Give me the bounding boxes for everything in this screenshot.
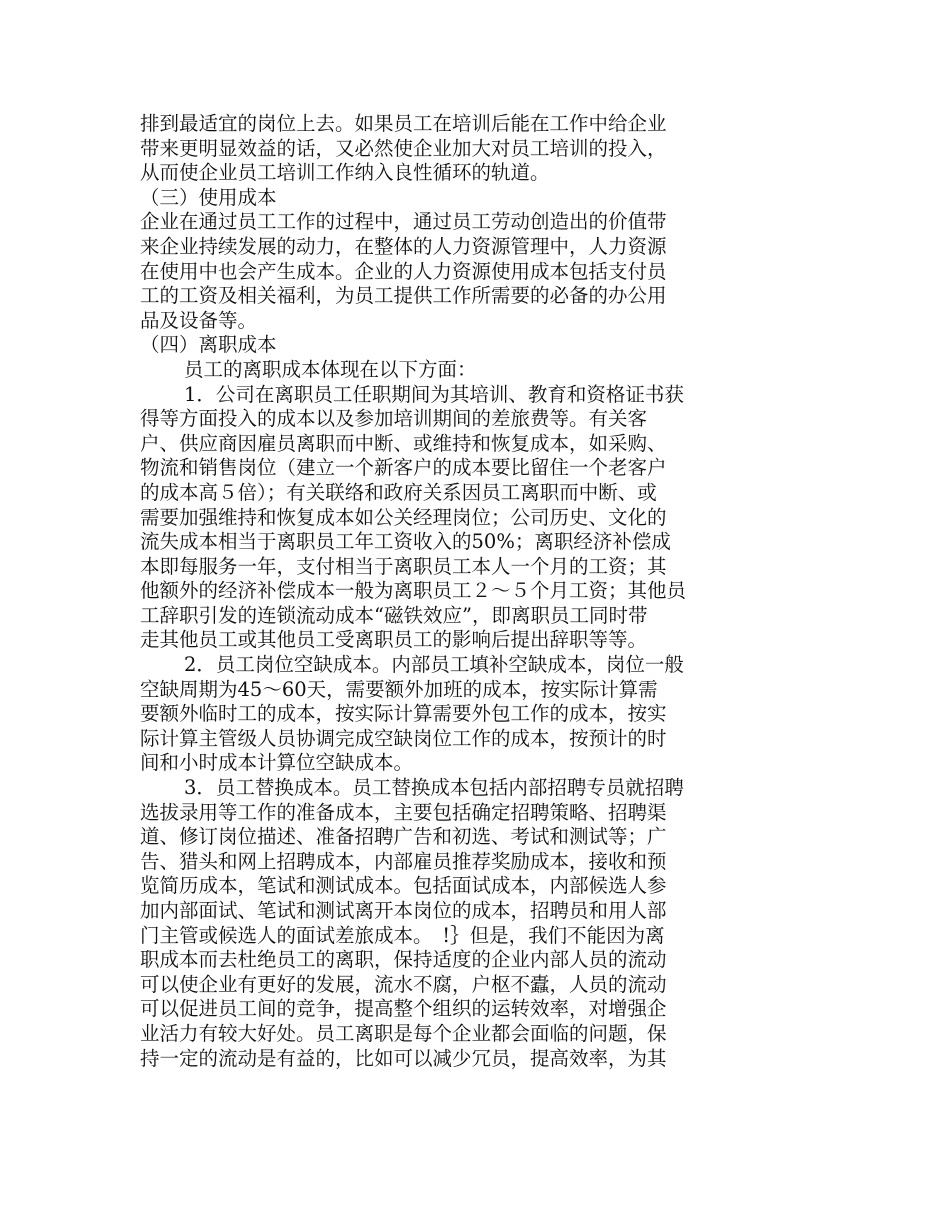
text-line: 际计算主管级人员协调完成空缺岗位工作的成本，按预计的时 xyxy=(140,726,667,750)
text-line: 走其他员工或其他员工受离职员工的影响后提出辞职等等。 xyxy=(140,628,648,652)
text-line: 空缺周期为45～60天，需要额外加班的成本，按实际计算需 xyxy=(140,677,658,701)
text-line: 他额外的经济补偿成本一般为离职员工２～５个月工资；其他员 xyxy=(140,579,687,603)
text-line: 间和小时成本计算位空缺成本。 xyxy=(140,751,414,775)
text-line: 可以使企业有更好的发展，流水不腐，户枢不蠹，人员的流动 xyxy=(140,972,667,996)
text-line: 员工的离职成本体现在以下方面： xyxy=(184,357,477,381)
text-line: 道、修订岗位描述、准备招聘广告和初选、考试和测试等；广 xyxy=(140,825,667,849)
text-line: 户、供应商因雇员离职而中断、或维持和恢复成本，如采购、 xyxy=(140,431,667,455)
text-line: 告、猎头和网上招聘成本，内部雇员推荐奖励成本，接收和预 xyxy=(140,849,667,873)
text-line: 来企业持续发展的动力，在整体的人力资源管理中，人力资源 xyxy=(140,234,667,258)
text-line: 带来更明显效益的话，又必然使企业加大对员工培训的投入， xyxy=(140,136,667,160)
text-line: 2．员工岗位空缺成本。内部员工填补空缺成本，岗位一般 xyxy=(184,653,684,677)
document-body xyxy=(140,112,750,1071)
text-line: （三）使用成本 xyxy=(140,185,277,209)
text-line: 工辞职引发的连锁流动成本“磁铁效应”，即离职员工同时带 xyxy=(140,603,648,627)
text-line: 要额外临时工的成本，按实际计算需要外包工作的成本，按实 xyxy=(140,702,667,726)
text-line: 排到最适宜的岗位上去。如果员工在培训后能在工作中给企业 xyxy=(140,112,667,135)
text-line: 3．员工替换成本。员工替换成本包括内部招聘专员就招聘 xyxy=(184,776,684,800)
text-line: 选拔录用等工作的准备成本，主要包括确定招聘策略、招聘渠 xyxy=(140,800,667,824)
text-line: 业活力有较大好处。员工离职是每个企业都会面临的问题，保 xyxy=(140,1021,667,1045)
text-line: 从而使企业员工培训工作纳入良性循环的轨道。 xyxy=(140,161,550,185)
text-line: （四）离职成本 xyxy=(140,333,277,357)
text-line: 的成本高５倍）；有关联络和政府关系因员工离职而中断、或 xyxy=(140,480,657,504)
text-line: 门主管或候选人的面试差旅成本。 !｝但是，我们不能因为离 xyxy=(140,923,665,947)
text-line: 职成本而去杜绝员工的离职，保持适度的企业内部人员的流动 xyxy=(140,948,667,972)
text-line: 览简历成本，笔试和测试成本。包括面试成本，内部候选人参 xyxy=(140,874,667,898)
text-line: 加内部面试、笔试和测试离开本岗位的成本，招聘员和用人部 xyxy=(140,899,667,922)
text-line: 需要加强维持和恢复成本如公关经理岗位；公司历史、文化的 xyxy=(140,505,667,529)
text-line: 1．公司在离职员工任职期间为其培训、教育和资格证书获 xyxy=(184,382,684,406)
text-line: 得等方面投入的成本以及参加培训期间的差旅费等。有关客 xyxy=(140,407,648,431)
text-line: 在使用中也会产生成本。企业的人力资源使用成本包括支付员 xyxy=(140,259,667,283)
text-line: 企业在通过员工工作的过程中，通过员工劳动创造出的价值带 xyxy=(140,210,667,234)
text-line: 流失成本相当于离职员工年工资收入的50%；离职经济补偿成 xyxy=(140,530,671,554)
text-line: 工的工资及相关福利，为员工提供工作所需要的必备的办公用 xyxy=(140,284,667,308)
text-line: 可以促进员工间的竞争，提高整个组织的运转效率，对增强企 xyxy=(140,997,667,1021)
text-line: 本即每服务一年，支付相当于离职员工本人一个月的工资；其 xyxy=(140,554,667,578)
text-line: 品及设备等。 xyxy=(140,308,258,332)
text-line: 物流和销售岗位（建立一个新客户的成本要比留住一个老客户 xyxy=(140,456,667,480)
text-line: 持一定的流动是有益的，比如可以减少冗员，提高效率，为其 xyxy=(140,1046,667,1070)
